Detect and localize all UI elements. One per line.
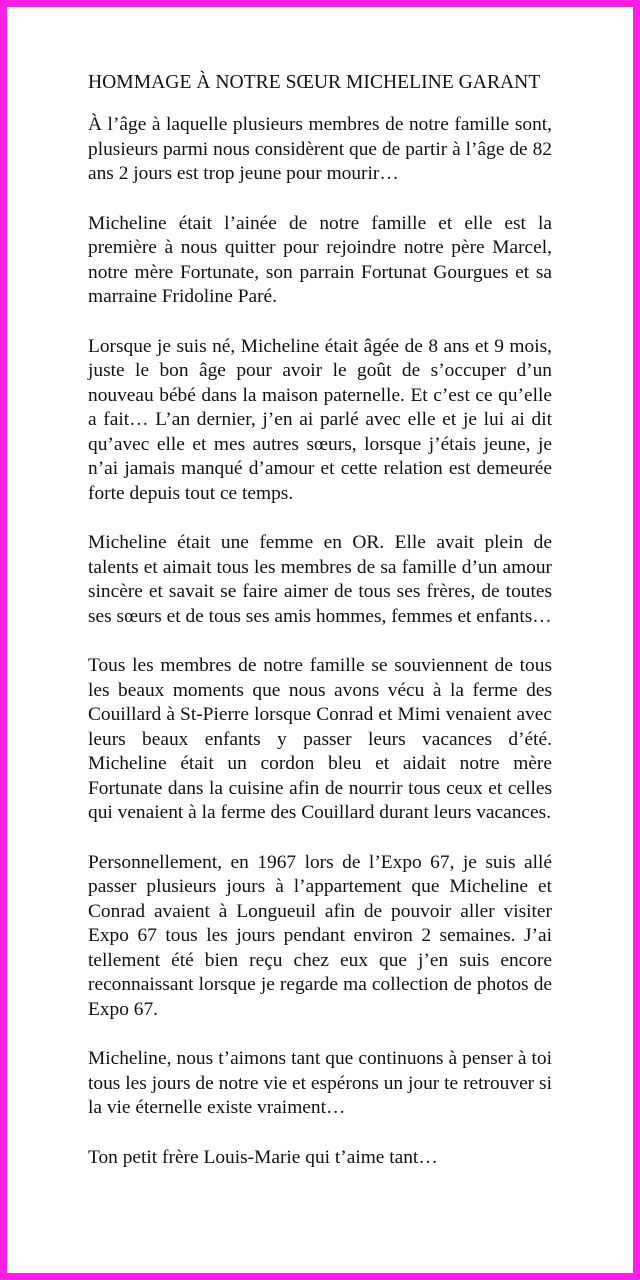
paragraph-closing: Micheline, nous t’aimons tant que continuons à penser à toi tous les jours de notre vie et espérons un jour te retrouver si la vie éternelle existe vraiment… xyxy=(88,1048,552,1118)
signature: Ton petit frère Louis-Marie qui t’aime tant… xyxy=(88,1146,438,1168)
paragraph-expo-67: Personnellement, en 1967 lors de l’Expo 67, je suis allé passer plusieurs jours à l’appartement que Micheline et Conrad avaient à Longueuil afin de pouvoir aller visiter Expo 67 tous les jours pendant environ 2 semaines. J’ai tellement été bien reçu chez eux que j’en suis encore reconnaissant lorsque je regarde ma collection de photos de Expo 67. xyxy=(88,851,552,1020)
paragraph-eldest: Micheline était l’ainée de notre famille et elle est la première à nous quitter pour rejoindre notre père Marcel, notre mère Fortunate, son parrain Fortunat Gourgues et sa marraine Fridoline Paré. xyxy=(88,212,552,307)
paragraph-birth: Lorsque je suis né, Micheline était âgée de 8 ans et 9 mois, juste le bon âge pour avoir le goût de s’occuper d’un nouveau bébé dans la maison paternelle. Et c’est ce qu’elle a fait… L’an dernier, j’en ai parlé avec elle et je lui ai dit qu’avec elle et mes autres sœurs, lorsque j’étais jeune, je n’ai jamais manqué d’amour et cette relation est demeurée forte depuis tout ce temps. xyxy=(88,335,552,504)
document-title: HOMMAGE À NOTRE SŒUR MICHELINE GARANT xyxy=(88,72,541,93)
paragraph-farm-memories: Tous les membres de notre famille se souviennent de tous les beaux moments que nous avons vécu à la ferme des Couillard à St-Pierre lorsque Conrad et Mimi venaient avec leurs beaux enfants y passer leurs vacances d’été. Micheline était un cordon bleu et aidait notre mère Fortunate dans la cuisine afin de nourrir tous ceux et celles qui venaient à la ferme des Couillard durant leurs vacances. xyxy=(88,655,552,823)
paragraph-intro: À l’âge à laquelle plusieurs membres de notre famille sont, plusieurs parmi nous considèrent que de partir à l’âge de 82 ans 2 jours est trop jeune pour mourir… xyxy=(88,114,552,184)
paragraph-woman-of-gold: Micheline était une femme en OR. Elle avait plein de talents et aimait tous les membres de sa famille d’un amour sincère et savait se faire aimer de tous ses frères, de toutes ses sœurs et de tous ses amis hommes, femmes et enfants… xyxy=(88,532,552,627)
document-body xyxy=(88,71,552,1170)
